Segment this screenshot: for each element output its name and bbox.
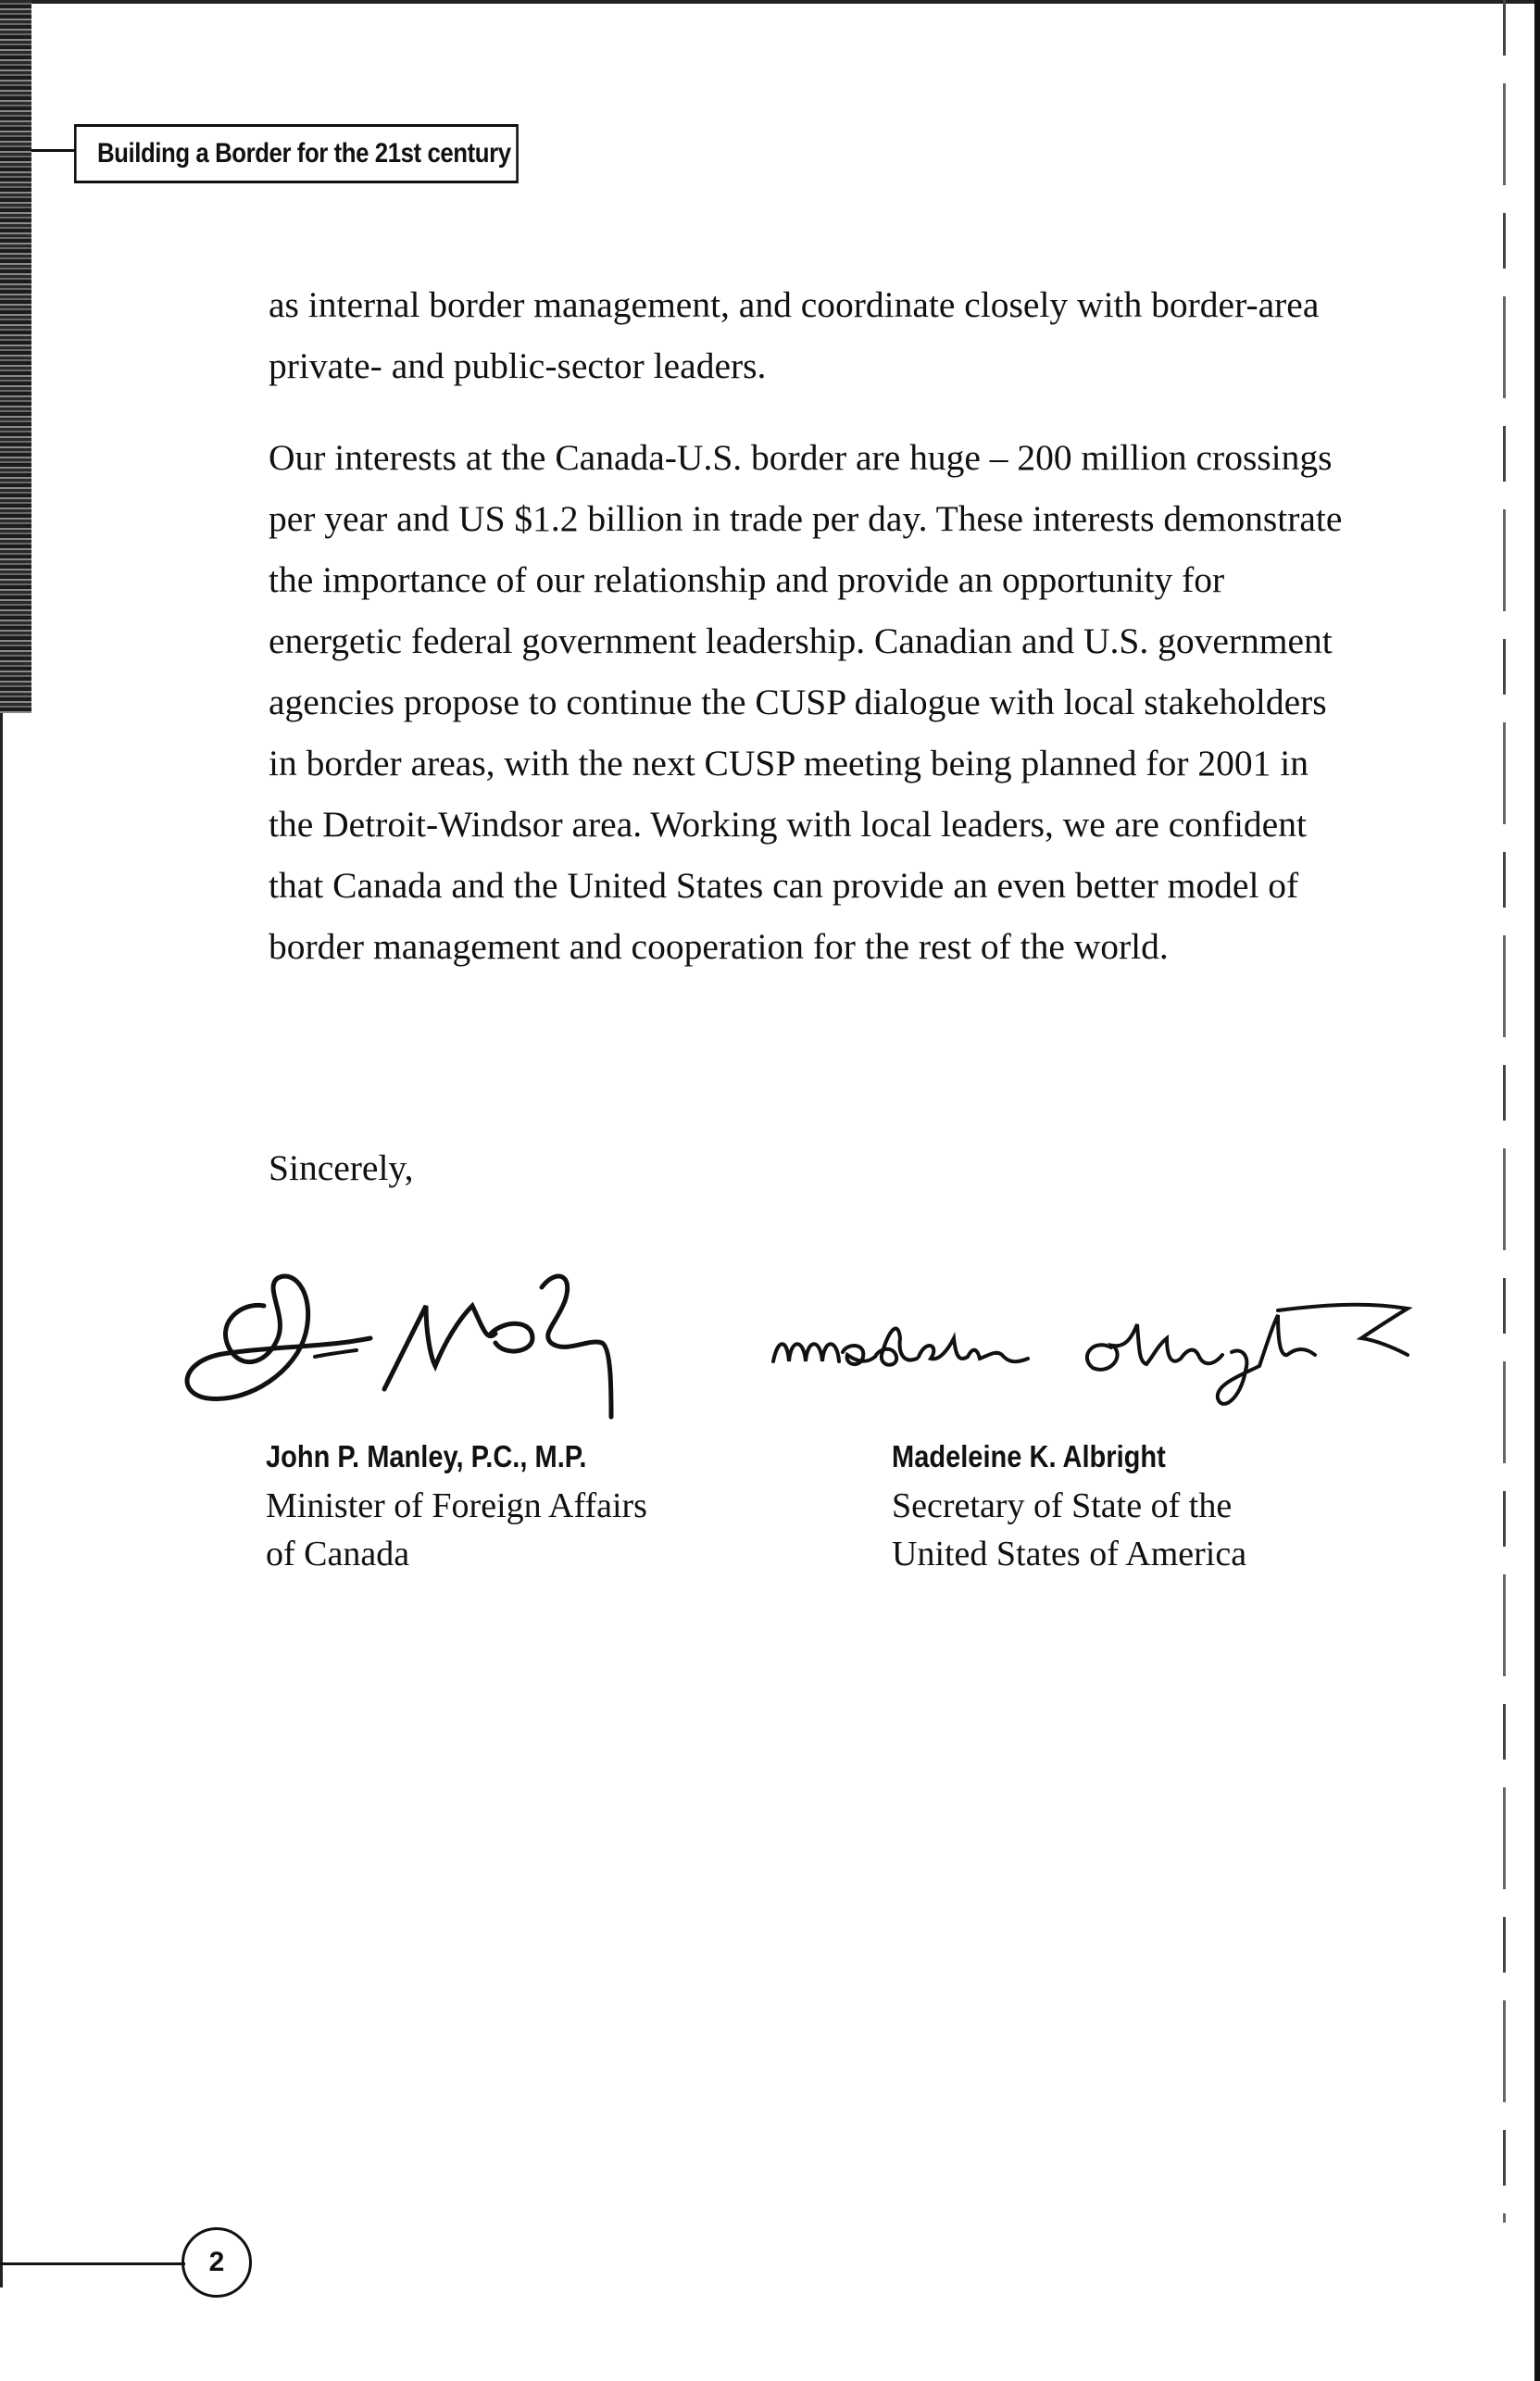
signer-title-line: United States of America — [892, 1535, 1247, 1573]
paragraph-2: Our interests at the Canada-U.S. border are huge – 200 million crossings per year and US $1.2 billion in trade per day. These interests demonstrate the importance of our relationship and provide an opportunity for energetic federal government leadership. Canadian and U.S. government agencies propose to continue the CUSP dialogue with local stakeholders in border areas, with the next CUSP meeting being planned for 2001 in the Detroit-Windsor area. Working with local leaders, we are confident that Canada and the United States can provide an even better model of border management and cooperation for the rest of the world. — [269, 437, 1343, 967]
paragraph-1: as internal border management, and coordinate closely with border-area private- and public-sector leaders. — [269, 284, 1320, 386]
signer-title-line: Minister of Foreign Affairs — [266, 1486, 647, 1525]
page-number — [182, 2227, 252, 2298]
scan-right-inner-line — [1503, 0, 1506, 2223]
header-rule — [31, 149, 74, 152]
signer-albright — [892, 1435, 1246, 1578]
signature-manley — [176, 1250, 657, 1435]
scan-left-line — [0, 713, 3, 2287]
scan-binding-edge — [0, 0, 31, 713]
running-header — [74, 124, 519, 183]
signer-title-line: Secretary of State of the — [892, 1486, 1233, 1525]
letter-body — [269, 274, 1361, 1008]
signer-manley — [266, 1435, 647, 1578]
signer-name: Madeleine K. Albright — [892, 1439, 1166, 1473]
signature-albright — [759, 1283, 1426, 1422]
running-header-title: Building a Border for the 21st century — [96, 138, 511, 169]
scan-right-edge — [1534, 0, 1540, 2381]
page-number-text: 2 — [208, 2247, 225, 2277]
signer-name: John P. Manley, P.C., M.P. — [266, 1439, 587, 1473]
signer-title-line: of Canada — [266, 1535, 410, 1573]
closing: Sincerely, — [269, 1147, 414, 1188]
footer-rule — [0, 2262, 185, 2265]
scan-top-edge — [0, 0, 1540, 4]
